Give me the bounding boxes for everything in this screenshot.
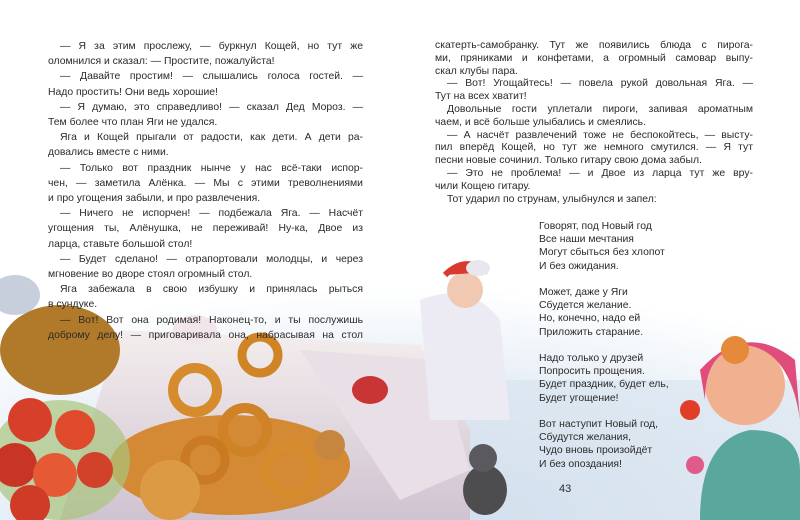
paragraph-line: Тем более что план Яги не удался. xyxy=(48,117,218,129)
poem-line: Приложить старание. xyxy=(539,326,644,338)
poem-line: Сбудется желание. xyxy=(539,300,632,312)
paragraph-line: — А насчёт развлечений тоже не беспокойтесь, — высту- xyxy=(447,129,753,141)
poem-stanza xyxy=(539,352,669,405)
poem-stanza xyxy=(539,418,669,471)
poem-line: Надо только у друзей xyxy=(539,353,644,364)
paragraph-line: Яга забежала в свою избушку и принялась рыться xyxy=(60,284,363,296)
poem-line: Может, даже у Яги xyxy=(539,287,628,298)
paragraph-line: — Ничего не испорчен! — подбежала Яга. — Насчёт xyxy=(60,208,363,220)
right-text-column xyxy=(435,40,753,206)
left-text-column xyxy=(48,39,363,343)
paragraph-line: — Давайте простим! — слышались голоса гостей. — xyxy=(60,71,363,83)
page-number: 43 xyxy=(559,483,572,495)
paragraph-line: доброму делу! — приговаривала она, набрасывая на стол xyxy=(48,329,363,341)
paragraph-line: — Это не проблема! — и Двое из ларца тут же вру- xyxy=(447,167,753,179)
paragraph-line: Довольные гости уплетали пироги, запивая ароматным xyxy=(447,103,753,115)
poem-line: Чудо вновь произойдёт xyxy=(539,445,653,457)
song-poem xyxy=(539,220,669,484)
paragraph-line: скал клубы пара. xyxy=(435,65,518,77)
poem-line: Могут сбыться без хлопот xyxy=(539,247,665,259)
paragraph-line: чили Кощею гитару. xyxy=(435,180,531,192)
paragraph-line: пил вперёд Кощей, но тут же немного смутился. — Я тут xyxy=(435,142,753,154)
paragraph-line: — Вот! Угощайтесь! — повела рукой довольная Яга. — xyxy=(447,78,753,90)
paragraph-line: угощения ты, Алёнушка, не переживай! Ну-ка, Двое из xyxy=(48,223,363,235)
paragraph-line: ми, пряниками и конфетами, а огромный самовар выпу- xyxy=(435,52,753,64)
poem-line: Все наши мечтания xyxy=(539,234,634,246)
poem-line: Попросить прощения. xyxy=(539,366,645,378)
paragraph-line: песни новые сочинил. Только гитару свою дома забыл. xyxy=(435,155,702,167)
paragraph-line: довались вместе с ними. xyxy=(48,147,169,159)
poem-line: Вот наступит Новый год, xyxy=(539,419,659,430)
paragraph-line: — Вот! Вот она родимая! Наконец-то, и ты послужишь xyxy=(60,314,363,326)
table-with-treats xyxy=(60,315,470,520)
poem-line: Но, конечно, надо ей xyxy=(539,313,641,325)
paragraph-line: ларца, ставьте большой стол! xyxy=(48,238,193,250)
paragraph-line: и про угощения забыли, и про развлечения. xyxy=(48,193,261,205)
poem-line: Будет угощение! xyxy=(539,392,619,404)
paragraph-line: — Будет сделано! — отрапортовали молодцы, и через xyxy=(60,253,363,265)
poem-line: И без ожидания. xyxy=(539,260,619,272)
paragraph-line: — Я думаю, это справедливо! — сказал Дед Мороз. — xyxy=(60,101,363,113)
paragraph-line: Тот ударил по струнам, улыбнулся и запел: xyxy=(447,193,657,205)
paragraph-line: Яга и Кощей прыгали от радости, как дети. А дети ра- xyxy=(60,132,363,144)
poem-line: Сбудутся желания, xyxy=(539,432,631,444)
paragraph-line: чен, — заметила Алёнка. — Мы с этими треволнениями xyxy=(48,177,363,189)
poem-line: Говорят, под Новый год xyxy=(539,221,652,232)
poem-stanza xyxy=(539,220,669,273)
poem-line: Будет праздник, будет ель, xyxy=(539,379,669,391)
paragraph-line: мгновение во дворе стоял огромный стол. xyxy=(48,269,253,281)
paragraph-line: Тут на всех хватит! xyxy=(435,91,527,103)
paragraph-line: чаем, и всё больше улыбались и смеялись. xyxy=(435,116,646,128)
poem-line: И без опоздания! xyxy=(539,458,622,470)
paragraph-line: скатерть-самобранку. Тут же появились блюда с пирога- xyxy=(435,40,753,51)
paragraph-line: — Только вот праздник нынче у нас всё-таки испор- xyxy=(60,162,363,174)
paragraph-line: оломнился и сказал: — Простите, пожалуйста! xyxy=(48,56,275,68)
paragraph-line: — Я за этим прослежу, — буркнул Кощей, но тут же xyxy=(60,41,363,52)
poem-stanza xyxy=(539,286,669,339)
paragraph-line: в сундуке. xyxy=(48,299,98,311)
paragraph-line: Надо простить! Они ведь хорошие! xyxy=(48,86,218,98)
